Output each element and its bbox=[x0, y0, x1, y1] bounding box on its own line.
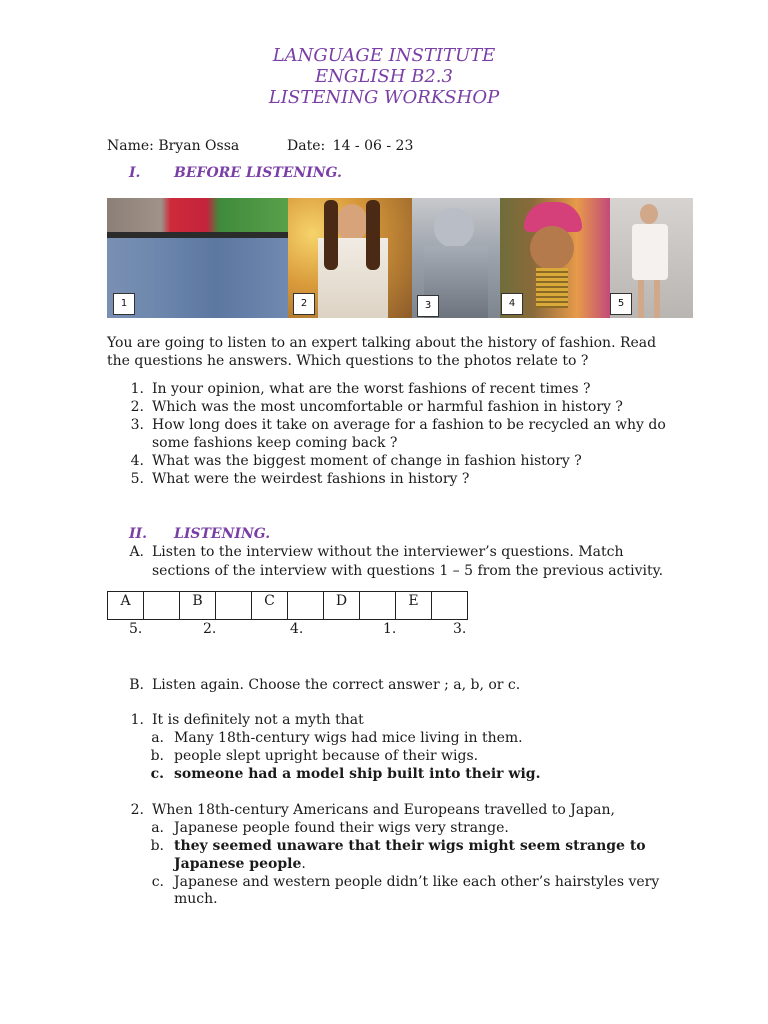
mc-option-text: Japanese and western people didn’t like each other’s hairstyles very bbox=[174, 874, 660, 890]
name-value: Bryan Ossa bbox=[158, 138, 240, 154]
match-blank-b[interactable] bbox=[216, 592, 252, 620]
match-letter-e: E bbox=[396, 592, 432, 620]
match-answer-a: 5. bbox=[129, 621, 143, 637]
photo-label-1: 1 bbox=[113, 293, 135, 315]
part-b-text: Listen again. Choose the correct answer ; a, b, or c. bbox=[152, 677, 521, 693]
section-1-numeral: I. bbox=[129, 165, 141, 181]
section-2-numeral: II. bbox=[129, 526, 147, 542]
mc-option-letter: c. bbox=[150, 766, 164, 782]
question-number: 1. bbox=[130, 381, 144, 397]
question-number: 2. bbox=[130, 399, 144, 415]
matching-table-row bbox=[108, 592, 468, 620]
question-number: 4. bbox=[130, 453, 144, 469]
match-answer-b: 2. bbox=[203, 621, 217, 637]
match-letter-b: B bbox=[180, 592, 216, 620]
title-line-3: LISTENING WORKSHOP bbox=[268, 87, 500, 108]
part-b-letter: B. bbox=[129, 677, 144, 693]
mc-option-letter: a. bbox=[151, 730, 164, 746]
mc-question-number: 1. bbox=[130, 712, 144, 728]
question-text: In your opinion, what are the worst fashions of recent times ? bbox=[152, 381, 591, 397]
section-2-title: LISTENING. bbox=[174, 526, 271, 542]
photo-label-5: 5 bbox=[610, 293, 632, 315]
date-label: Date: bbox=[287, 138, 326, 154]
part-a-line-2: sections of the interview with questions 1 – 5 from the previous activity. bbox=[152, 563, 664, 579]
fashion-photo-strip bbox=[107, 198, 693, 318]
match-answer-e: 3. bbox=[453, 621, 467, 637]
section-1-intro-line-1: You are going to listen to an expert talking about the history of fashion. Read bbox=[107, 335, 657, 351]
question-number: 3. bbox=[130, 417, 144, 433]
name-field bbox=[107, 137, 239, 155]
match-blank-d[interactable] bbox=[360, 592, 396, 620]
title-line-1: LANGUAGE INSTITUTE bbox=[272, 45, 496, 66]
match-letter-d: D bbox=[324, 592, 360, 620]
matching-table bbox=[107, 591, 468, 620]
section-1-intro-line-2: the questions he answers. Which questions to the photos relate to ? bbox=[107, 353, 589, 369]
name-label: Name: bbox=[107, 138, 154, 154]
question-text: How long does it take on average for a fashion to be recycled an why do bbox=[152, 417, 666, 433]
photo-label-3: 3 bbox=[417, 295, 439, 317]
mc-option-2b-continued bbox=[174, 855, 306, 873]
mc-option-text: people slept upright because of their wigs. bbox=[174, 748, 479, 764]
match-blank-e[interactable] bbox=[432, 592, 468, 620]
mc-option-letter: c. bbox=[151, 874, 164, 890]
question-text: What was the biggest moment of change in fashion history ? bbox=[152, 453, 582, 469]
mc-option-text-continued: Japanese people bbox=[174, 856, 302, 872]
match-letter-a: A bbox=[108, 592, 144, 620]
match-letter-c: C bbox=[252, 592, 288, 620]
match-blank-c[interactable] bbox=[288, 592, 324, 620]
question-number: 5. bbox=[130, 471, 144, 487]
mc-option-letter: b. bbox=[150, 748, 164, 764]
part-a-line-1: Listen to the interview without the interviewer’s questions. Match bbox=[152, 544, 624, 560]
question-item-3-continued: some fashions keep coming back ? bbox=[152, 435, 398, 451]
date-value: 14 - 06 - 23 bbox=[332, 138, 414, 154]
mc-option-suffix: . bbox=[301, 856, 306, 872]
mc-option-text: someone had a model ship built into their wig. bbox=[174, 766, 541, 782]
mc-option-text: they seemed unaware that their wigs might seem strange to bbox=[174, 838, 646, 854]
match-answer-c: 4. bbox=[290, 621, 304, 637]
mc-option-text: Many 18th-century wigs had mice living in them. bbox=[174, 730, 523, 746]
date-field bbox=[287, 137, 413, 155]
mc-option-letter: a. bbox=[151, 820, 164, 836]
part-a-letter: A. bbox=[129, 544, 144, 560]
match-answer-d: 1. bbox=[383, 621, 397, 637]
photo-label-2: 2 bbox=[293, 293, 315, 315]
photo-label-4: 4 bbox=[501, 293, 523, 315]
title-line-2: ENGLISH B2.3 bbox=[315, 66, 453, 87]
section-1-title: BEFORE LISTENING. bbox=[174, 165, 342, 181]
question-text: What were the weirdest fashions in history ? bbox=[152, 471, 470, 487]
mc-question-stem: When 18th-century Americans and Europeans travelled to Japan, bbox=[152, 802, 615, 818]
question-text: Which was the most uncomfortable or harmful fashion in history ? bbox=[152, 399, 623, 415]
mc-question-number: 2. bbox=[130, 802, 144, 818]
mc-question-stem: It is definitely not a myth that bbox=[152, 712, 364, 728]
match-blank-a[interactable] bbox=[144, 592, 180, 620]
mc-option-2c-continued: much. bbox=[174, 891, 218, 907]
mc-option-letter: b. bbox=[150, 838, 164, 854]
mc-option-text: Japanese people found their wigs very strange. bbox=[174, 820, 509, 836]
